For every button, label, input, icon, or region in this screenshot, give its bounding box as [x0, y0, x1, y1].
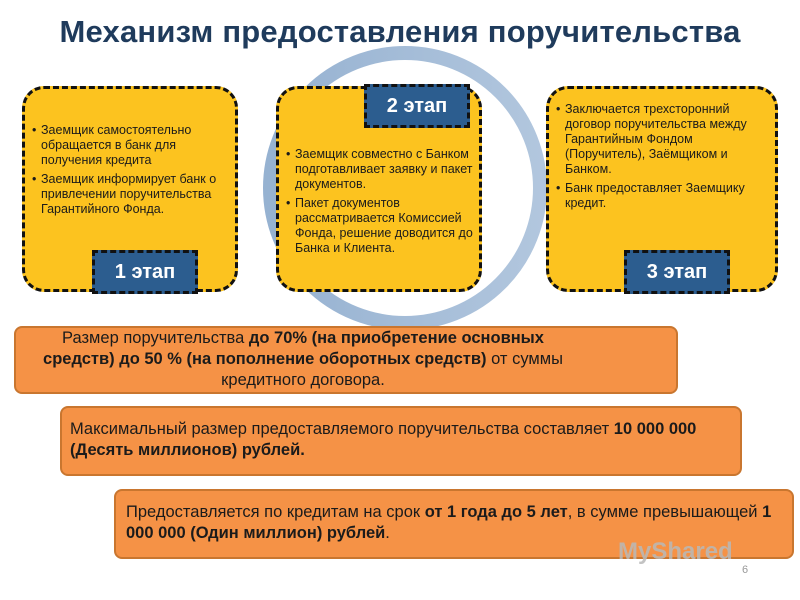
stage-1-item: • Заемщик самостоятельно обращается в банк для получения кредита — [41, 123, 235, 168]
stage-3-item: • Банк предоставляет Заемщику кредит. — [565, 181, 775, 211]
stage-2-item: • Пакет документов рассматривается Комиссией Фонда, решение доводится до Банка и Клиента. — [295, 196, 479, 256]
watermark-logo: MyShared — [618, 538, 733, 565]
stage-2-badge: 2 этап — [364, 84, 470, 128]
guarantee-size-tail: от суммы кредитного договора. — [221, 350, 563, 389]
max-guarantee-box — [60, 406, 742, 476]
credit-terms-period: от 1 года до 5 лет — [424, 503, 568, 521]
max-guarantee-text: Максимальный размер предоставляемого поручительства составляет — [70, 420, 614, 438]
credit-terms-text: Предоставляется по кредитам на срок — [126, 503, 425, 521]
page-title: Механизм предоставления поручительства — [59, 14, 741, 49]
stage-1-item: • Заемщик информирует банк о привлечении поручительства Гарантийного Фонда. — [41, 172, 235, 217]
stage-1-badge: 1 этап — [92, 250, 198, 294]
credit-terms-end: . — [385, 524, 390, 542]
stage-3-badge: 3 этап — [624, 250, 730, 294]
stage-3-item: • Заключается трехсторонний договор поручительства между Гарантийным Фондом (Поручитель), Заёмщиком и Банком. — [565, 102, 775, 177]
guarantee-size-text: Размер поручительства — [62, 329, 249, 347]
max-guarantee-amount: 10 000 000 (Десять миллионов) рублей. — [70, 420, 697, 459]
credit-terms-min-amount: 1 000 000 (Один миллион) рублей — [126, 503, 772, 542]
guarantee-size-percent: до 70% (на приобретение основных средств) до 50 % (на пополнение оборотных средств) — [43, 329, 544, 368]
stage-2-item: • Заемщик совместно с Банком подготавливает заявку и пакет документов. — [295, 147, 479, 192]
credit-terms-text-2: , в сумме превышающей — [567, 503, 763, 521]
guarantee-size-box — [14, 326, 678, 394]
page-number: 6 — [742, 564, 749, 576]
